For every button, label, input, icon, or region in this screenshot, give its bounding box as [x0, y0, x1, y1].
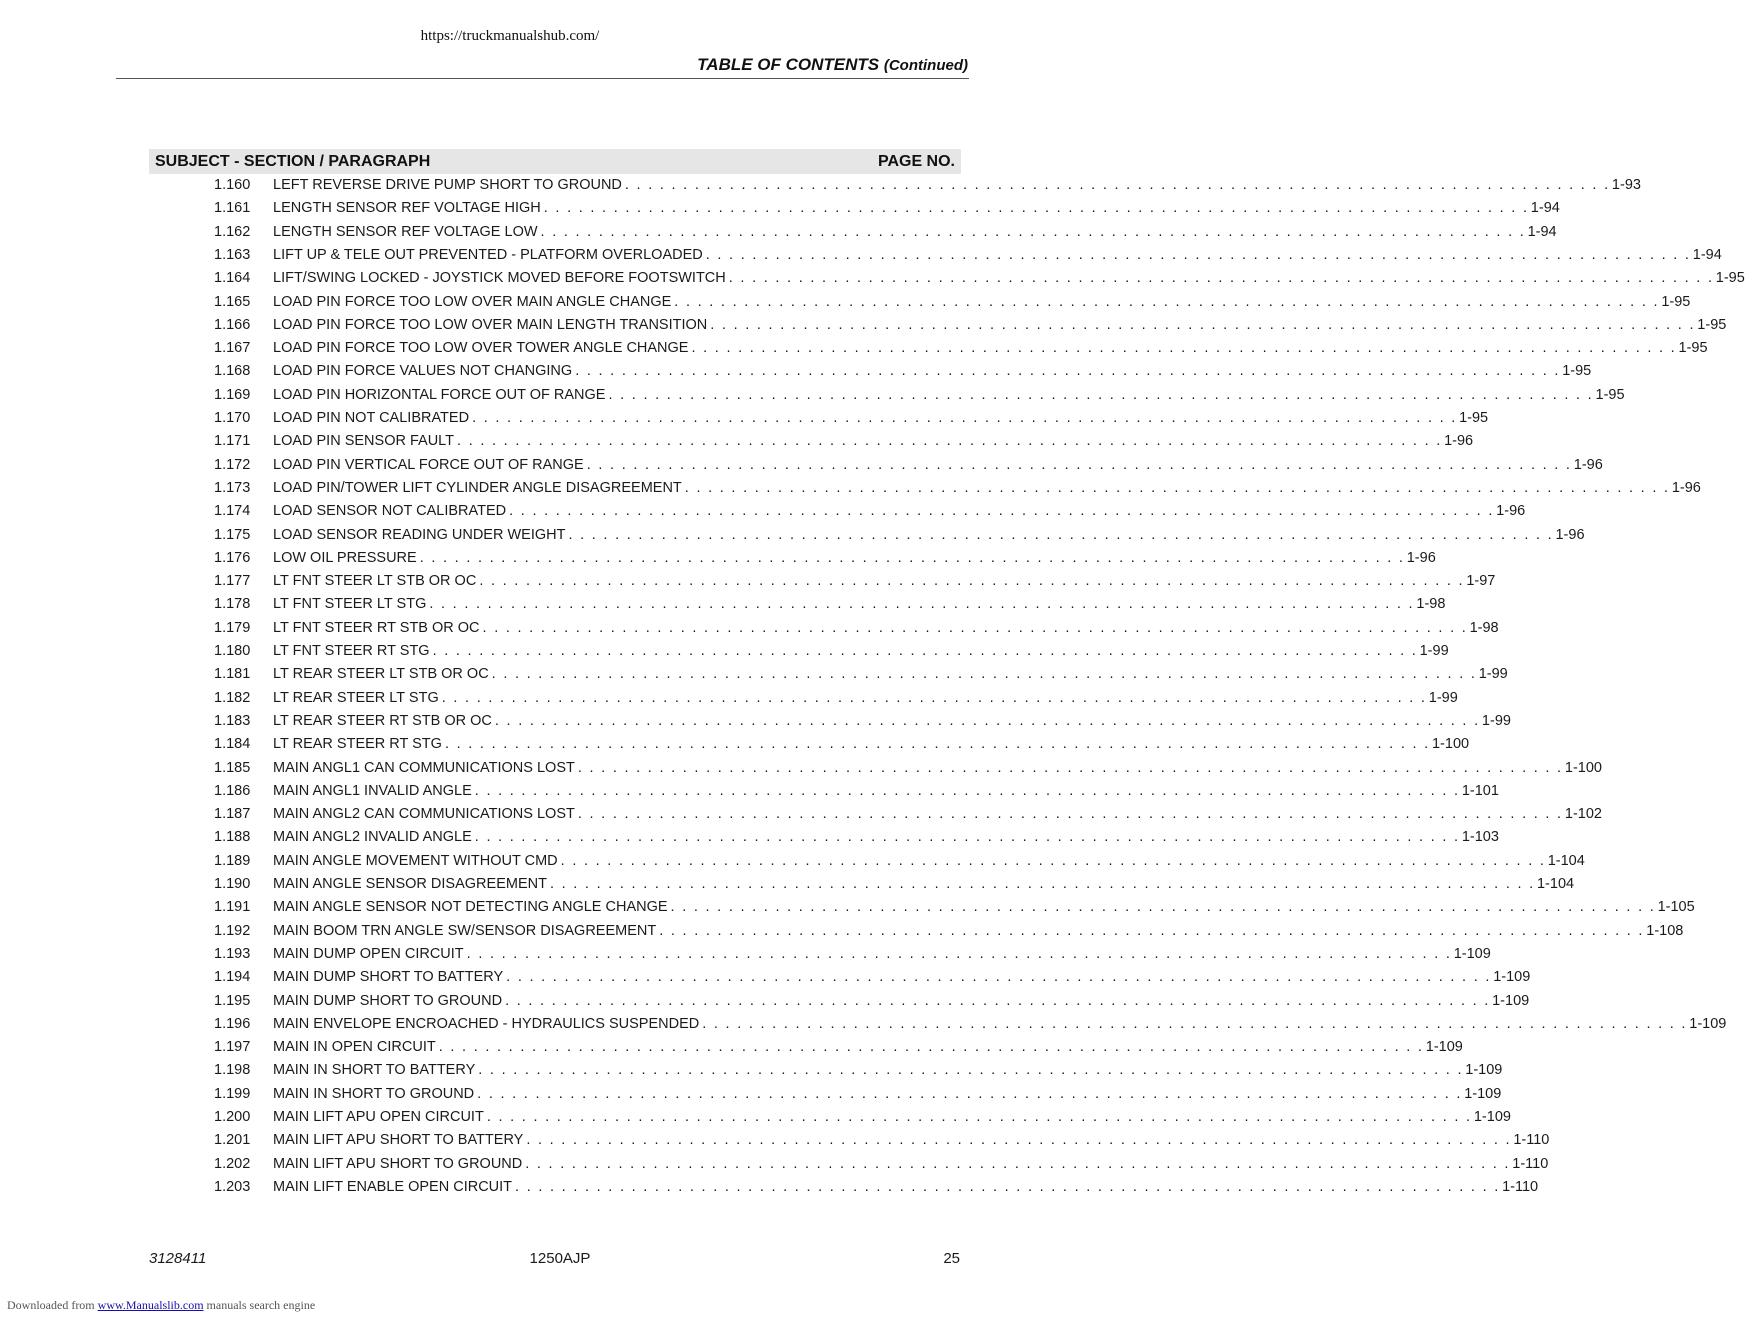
toc-entry — [273, 477, 1701, 500]
toc-leader-dots: . . . . . . . . . . . . . . . . . . . . . . . . . . . . . . . . . . . . . . . . . . . . . . . . . . . . . . . . . . . . . . . . . . . . . . . . . . . . . . . . . . . . . — [659, 922, 1645, 939]
toc-entry-page: 1-100 — [1564, 759, 1602, 776]
toc-row[interactable] — [0, 1129, 1550, 1152]
toc-entry-number: 1.174 — [214, 503, 251, 520]
toc-leader-dots: . . . . . . . . . . . . . . . . . . . . . . . . . . . . . . . . . . . . . . . . . . . . . . . . . . . . . . . . . . . . . . . . . . . . . . . . . . . . . . . . . . . . . — [577, 806, 1563, 823]
toc-leader-dots: . . . . . . . . . . . . . . . . . . . . . . . . . . . . . . . . . . . . . . . . . . . . . . . . . . . . . . . . . . . . . . . . . . . . . . . . . . . . . . . . . . . . . — [472, 410, 1458, 426]
toc-entry-number: 1.200 — [214, 1109, 251, 1125]
toc-row[interactable] — [0, 244, 1722, 267]
toc-entry-title: LIFT/SWING LOCKED - JOYSTICK MOVED BEFORE FOOTSWITCH — [273, 270, 726, 287]
toc-entry-page: 1-109 — [1464, 1085, 1502, 1102]
toc-row[interactable] — [0, 1013, 1727, 1036]
toc-entry-number: 1.195 — [214, 992, 251, 1009]
toc-entry-title: LIFT UP & TELE OUT PREVENTED - PLATFORM OVERLOADED — [273, 246, 703, 263]
toc-leader-dots: . . . . . . . . . . . . . . . . . . . . . . . . . . . . . . . . . . . . . . . . . . . . . . . . . . . . . . . . . . . . . . . . . . . . . . . . . . . . . . . . . . . . . — [432, 643, 1418, 659]
toc-entry-number: 1.166 — [214, 316, 251, 333]
toc-entry-number: 1.202 — [214, 1155, 251, 1172]
toc-entry-number: 1.164 — [214, 270, 251, 287]
toc-entry — [273, 221, 1557, 244]
toc-leader-dots: . . . . . . . . . . . . . . . . . . . . . . . . . . . . . . . . . . . . . . . . . . . . . . . . . . . . . . . . . . . . . . . . . . . . . . . . . . . . . . . . . . . . . — [624, 177, 1610, 193]
toc-entry-number: 1.176 — [214, 549, 251, 566]
toc-entry-number: 1.165 — [214, 293, 251, 310]
toc-row[interactable] — [0, 593, 1446, 616]
download-note-suffix: manuals search engine — [206, 1298, 316, 1312]
toc-entry-page: 1-109 — [1425, 1039, 1463, 1056]
footer-model: 1250AJP — [529, 1250, 591, 1267]
toc-entry-title: MAIN IN OPEN CIRCUIT — [273, 1039, 436, 1056]
toc-entry-page: 1-98 — [1416, 596, 1446, 613]
toc-entry — [273, 524, 1585, 547]
toc-entry-page: 1-109 — [1473, 1109, 1511, 1125]
toc-entry-number: 1.160 — [214, 177, 251, 193]
toc-entry — [273, 197, 1560, 220]
toc-entry-page: 1-95 — [1562, 363, 1592, 380]
toc-leader-dots: . . . . . . . . . . . . . . . . . . . . . . . . . . . . . . . . . . . . . . . . . . . . . . . . . . . . . . . . . . . . . . . . . . . . . . . . . . . . . . . . . . . . . — [525, 1155, 1511, 1172]
toc-entry-page: 1-95 — [1661, 293, 1691, 310]
toc-entry-number: 1.175 — [214, 526, 251, 543]
toc-leader-dots: . . . . . . . . . . . . . . . . . . . . . . . . . . . . . . . . . . . . . . . . . . . . . . . . . . . . . . . . . . . . . . . . . . . . . . . . . . . . . . . . . . . . . — [586, 456, 1572, 473]
toc-entry-page: 1-95 — [1697, 316, 1727, 333]
toc-entry — [273, 966, 1531, 989]
toc-leader-dots: . . . . . . . . . . . . . . . . . . . . . . . . . . . . . . . . . . . . . . . . . . . . . . . . . . . . . . . . . . . . . . . . . . . . . . . . . . . . . . . . . . . . . — [728, 270, 1714, 287]
toc-row[interactable] — [0, 1083, 1502, 1106]
toc-leader-dots: . . . . . . . . . . . . . . . . . . . . . . . . . . . . . . . . . . . . . . . . . . . . . . . . . . . . . . . . . . . . . . . . . . . . . . . . . . . . . . . . . . . . . — [691, 340, 1677, 357]
toc-row[interactable] — [0, 663, 1508, 686]
toc-entry-page: 1-98 — [1469, 619, 1499, 636]
toc-entry-page: 1-97 — [1466, 573, 1496, 590]
toc-row[interactable] — [0, 617, 1499, 640]
toc-leader-dots: . . . . . . . . . . . . . . . . . . . . . . . . . . . . . . . . . . . . . . . . . . . . . . . . . . . . . . . . . . . . . . . . . . . . . . . . . . . . . . . . . . . . . — [549, 876, 1535, 892]
toc-entry — [273, 1036, 1463, 1059]
toc-leader-dots: . . . . . . . . . . . . . . . . . . . . . . . . . . . . . . . . . . . . . . . . . . . . . . . . . . . . . . . . . . . . . . . . . . . . . . . . . . . . . . . . . . . . . — [479, 573, 1465, 590]
toc-row[interactable] — [0, 1059, 1503, 1082]
toc-entry-title: LENGTH SENSOR REF VOLTAGE LOW — [273, 223, 538, 240]
toc-entry-page: 1-96 — [1555, 526, 1585, 543]
toc-entry-number: 1.185 — [214, 759, 251, 776]
toc-leader-dots: . . . . . . . . . . . . . . . . . . . . . . . . . . . . . . . . . . . . . . . . . . . . . . . . . . . . . . . . . . . . . . . . . . . . . . . . . . . . . . . . . . . . . — [684, 479, 1670, 496]
toc-entry-page: 1-95 — [1595, 386, 1625, 403]
toc-entry-page: 1-96 — [1496, 503, 1526, 520]
toc-row[interactable] — [0, 477, 1701, 500]
toc-entry-page: 1-108 — [1646, 922, 1684, 939]
toc-entry-title: LT REAR STEER LT STB OR OC — [273, 666, 489, 683]
toc-entry-number: 1.189 — [214, 852, 251, 869]
toc-leader-dots: . . . . . . . . . . . . . . . . . . . . . . . . . . . . . . . . . . . . . . . . . . . . . . . . . . . . . . . . . . . . . . . . . . . . . . . . . . . . . . . . . . . . . — [674, 293, 1660, 310]
toc-entry — [273, 873, 1575, 896]
toc-entry-title: MAIN ANGLE SENSOR NOT DETECTING ANGLE CHANGE — [273, 899, 668, 916]
toc-row[interactable] — [0, 500, 1526, 523]
toc-entry-title: LOAD PIN FORCE TOO LOW OVER MAIN LENGTH TRANSITION — [273, 316, 708, 333]
toc-entry-page: 1-93 — [1611, 177, 1641, 193]
toc-leader-dots: . . . . . . . . . . . . . . . . . . . . . . . . . . . . . . . . . . . . . . . . . . . . . . . . . . . . . . . . . . . . . . . . . . . . . . . . . . . . . . . . . . . . . — [568, 526, 1554, 543]
toc-entry — [273, 430, 1474, 453]
toc-entry-number: 1.181 — [214, 666, 251, 683]
toc-entry — [273, 1129, 1550, 1152]
toc-entry — [273, 687, 1458, 710]
page-header-title — [697, 55, 968, 75]
toc-entry — [273, 291, 1691, 314]
toc-entry-page: 1-104 — [1536, 876, 1575, 892]
toc-entry-number: 1.186 — [214, 782, 251, 799]
toc-entry — [273, 244, 1722, 267]
toc-row[interactable] — [0, 430, 1474, 453]
toc-entry-title: MAIN ANGLE MOVEMENT WITHOUT CMD — [273, 852, 558, 869]
toc-entry — [273, 267, 1745, 290]
toc-entry-title: LT FNT STEER RT STB OR OC — [273, 619, 480, 636]
toc-entry-number: 1.173 — [214, 479, 251, 496]
toc-entry-page: 1-96 — [1444, 433, 1474, 450]
toc-leader-dots: . . . . . . . . . . . . . . . . . . . . . . . . . . . . . . . . . . . . . . . . . . . . . . . . . . . . . . . . . . . . . . . . . . . . . . . . . . . . . . . . . . . . . — [457, 433, 1443, 450]
toc-leader-dots: . . . . . . . . . . . . . . . . . . . . . . . . . . . . . . . . . . . . . . . . . . . . . . . . . . . . . . . . . . . . . . . . . . . . . . . . . . . . . . . . . . . . . — [509, 503, 1495, 520]
toc-entry-title: LT REAR STEER LT STG — [273, 689, 439, 706]
toc-row[interactable] — [0, 314, 1727, 337]
toc-leader-dots: . . . . . . . . . . . . . . . . . . . . . . . . . . . . . . . . . . . . . . . . . . . . . . . . . . . . . . . . . . . . . . . . . . . . . . . . . . . . . . . . . . . . . — [478, 1062, 1464, 1079]
toc-leader-dots: . . . . . . . . . . . . . . . . . . . . . . . . . . . . . . . . . . . . . . . . . . . . . . . . . . . . . . . . . . . . . . . . . . . . . . . . . . . . . . . . . . . . . — [702, 1015, 1688, 1032]
toc-entry-page: 1-99 — [1478, 666, 1508, 683]
toc-entry-page: 1-103 — [1461, 829, 1499, 846]
toc-row[interactable] — [0, 337, 1708, 360]
toc-row[interactable] — [0, 547, 1436, 570]
toc-leader-dots: . . . . . . . . . . . . . . . . . . . . . . . . . . . . . . . . . . . . . . . . . . . . . . . . . . . . . . . . . . . . . . . . . . . . . . . . . . . . . . . . . . . . . — [515, 1178, 1501, 1195]
toc-entry-title: LT FNT STEER RT STG — [273, 643, 430, 659]
toc-row[interactable] — [0, 920, 1684, 943]
toc-entry-page: 1-95 — [1459, 410, 1489, 426]
toc-entry — [273, 617, 1499, 640]
toc-entry-title: MAIN ANGL2 INVALID ANGLE — [273, 829, 472, 846]
toc-row[interactable] — [0, 384, 1625, 407]
toc-entry-page: 1-109 — [1465, 1062, 1503, 1079]
toc-entry-number: 1.199 — [214, 1085, 251, 1102]
toc-leader-dots: . . . . . . . . . . . . . . . . . . . . . . . . . . . . . . . . . . . . . . . . . . . . . . . . . . . . . . . . . . . . . . . . . . . . . . . . . . . . . . . . . . . . . — [444, 736, 1430, 753]
toc-entry-title: MAIN ANGL2 CAN COMMUNICATIONS LOST — [273, 806, 575, 823]
toc-entry — [273, 757, 1602, 780]
toc-entry — [273, 896, 1695, 919]
toc-entry-number: 1.191 — [214, 899, 251, 916]
toc-entry-title: LOAD PIN HORIZONTAL FORCE OUT OF RANGE — [273, 386, 606, 403]
toc-row[interactable] — [0, 640, 1449, 663]
toc-entry-page: 1-96 — [1671, 479, 1701, 496]
toc-entry — [273, 920, 1684, 943]
toc-entry — [273, 733, 1470, 756]
toc-entry-page: 1-109 — [1492, 992, 1530, 1009]
toc-entry-page: 1-99 — [1419, 643, 1449, 659]
toc-entry — [273, 1153, 1549, 1176]
toc-row[interactable] — [0, 710, 1511, 733]
toc-row[interactable] — [0, 826, 1499, 849]
toc-entry — [273, 663, 1508, 686]
toc-entry — [273, 990, 1530, 1013]
toc-entry-number: 1.163 — [214, 246, 251, 263]
toc-row[interactable] — [0, 221, 1557, 244]
toc-entry-number: 1.184 — [214, 736, 251, 753]
toc-entry-page: 1-100 — [1431, 736, 1470, 753]
toc-entry — [273, 826, 1499, 849]
toc-entry — [273, 1013, 1727, 1036]
toc-entry-title: LT FNT STEER LT STG — [273, 596, 427, 613]
toc-entry-number: 1.162 — [214, 223, 251, 240]
toc-entry-title: LENGTH SENSOR REF VOLTAGE HIGH — [273, 200, 541, 217]
toc-entry — [273, 640, 1449, 663]
subject-column-label: SUBJECT - SECTION / PARAGRAPH — [155, 152, 431, 170]
toc-entry-title: LOAD PIN VERTICAL FORCE OUT OF RANGE — [273, 456, 584, 473]
toc-entry-page: 1-95 — [1715, 270, 1745, 287]
toc-entry-page: 1-109 — [1493, 969, 1531, 986]
toc-entry-number: 1.178 — [214, 596, 251, 613]
toc-entry — [273, 454, 1603, 477]
toc-entry-number: 1.169 — [214, 386, 251, 403]
page-column-label: PAGE NO. — [877, 152, 955, 170]
toc-row[interactable] — [0, 360, 1592, 383]
toc-leader-dots: . . . . . . . . . . . . . . . . . . . . . . . . . . . . . . . . . . . . . . . . . . . . . . . . . . . . . . . . . . . . . . . . . . . . . . . . . . . . . . . . . . . . . — [608, 386, 1594, 403]
toc-entry-page: 1-109 — [1689, 1015, 1727, 1032]
toc-entry-title: LOAD PIN FORCE VALUES NOT CHANGING — [273, 363, 573, 380]
toc-row[interactable] — [0, 197, 1560, 220]
toc-entry-title: LOW OIL PRESSURE — [273, 549, 417, 566]
toc-entry-title: MAIN ANGL1 INVALID ANGLE — [273, 782, 472, 799]
toc-entry-title: MAIN DUMP SHORT TO GROUND — [273, 992, 503, 1009]
toc-entry — [273, 803, 1602, 826]
toc-row[interactable] — [0, 1153, 1549, 1176]
toc-entry-number: 1.203 — [214, 1178, 251, 1195]
manualslib-link[interactable]: www.Manualslib.com — [97, 1298, 204, 1312]
toc-entry-number: 1.172 — [214, 456, 251, 473]
download-note — [7, 1298, 315, 1313]
toc-entry-page: 1-101 — [1461, 782, 1499, 799]
header-title-text: TABLE OF CONTENTS — [697, 55, 880, 74]
toc-entry-title: LOAD SENSOR NOT CALIBRATED — [273, 503, 507, 520]
footer-doc-number: 3128411 — [149, 1250, 207, 1267]
toc-entry-number: 1.183 — [214, 712, 251, 729]
toc-entry-title: MAIN ENVELOPE ENCROACHED - HYDRAULICS SUSPENDED — [273, 1015, 700, 1032]
toc-entry — [273, 500, 1526, 523]
toc-entry-number: 1.198 — [214, 1062, 251, 1079]
toc-row[interactable] — [0, 943, 1491, 966]
toc-entry-title: MAIN IN SHORT TO BATTERY — [273, 1062, 476, 1079]
toc-entry-page: 1-109 — [1453, 945, 1491, 962]
toc-entry-page: 1-104 — [1547, 852, 1585, 869]
toc-row[interactable] — [0, 966, 1531, 989]
toc-entry-number: 1.171 — [214, 433, 251, 450]
toc-entry — [273, 850, 1585, 873]
toc-entry-number: 1.168 — [214, 363, 251, 380]
toc-entry-title: LEFT REVERSE DRIVE PUMP SHORT TO GROUND — [273, 177, 622, 193]
toc-entry-number: 1.170 — [214, 410, 251, 426]
toc-entry — [273, 384, 1625, 407]
toc-entry-title: MAIN LIFT APU SHORT TO GROUND — [273, 1155, 523, 1172]
toc-entry-title: MAIN LIFT APU OPEN CIRCUIT — [273, 1109, 484, 1125]
toc-entry-page: 1-95 — [1678, 340, 1708, 357]
toc-leader-dots: . . . . . . . . . . . . . . . . . . . . . . . . . . . . . . . . . . . . . . . . . . . . . . . . . . . . . . . . . . . . . . . . . . . . . . . . . . . . . . . . . . . . . — [474, 829, 1460, 846]
toc-entry-page: 1-110 — [1513, 1132, 1550, 1149]
toc-entry-title: MAIN DUMP OPEN CIRCUIT — [273, 945, 464, 962]
toc-entry — [273, 943, 1491, 966]
toc-entry-title: MAIN IN SHORT TO GROUND — [273, 1085, 475, 1102]
toc-entry-page: 1-96 — [1573, 456, 1603, 473]
toc-leader-dots: . . . . . . . . . . . . . . . . . . . . . . . . . . . . . . . . . . . . . . . . . . . . . . . . . . . . . . . . . . . . . . . . . . . . . . . . . . . . . . . . . . . . . — [438, 1039, 1424, 1056]
toc-leader-dots: . . . . . . . . . . . . . . . . . . . . . . . . . . . . . . . . . . . . . . . . . . . . . . . . . . . . . . . . . . . . . . . . . . . . . . . . . . . . . . . . . . . . . — [482, 619, 1468, 636]
toc-entry-number: 1.179 — [214, 619, 251, 636]
toc-entry — [273, 337, 1708, 360]
toc-entry — [273, 547, 1436, 570]
toc-entry-title: LOAD PIN FORCE TOO LOW OVER MAIN ANGLE CHANGE — [273, 293, 672, 310]
toc-leader-dots: . . . . . . . . . . . . . . . . . . . . . . . . . . . . . . . . . . . . . . . . . . . . . . . . . . . . . . . . . . . . . . . . . . . . . . . . . . . . . . . . . . . . . — [491, 666, 1477, 683]
toc-row[interactable] — [0, 267, 1745, 290]
toc-row[interactable] — [0, 454, 1603, 477]
toc-entry-number: 1.196 — [214, 1015, 251, 1032]
toc-leader-dots: . . . . . . . . . . . . . . . . . . . . . . . . . . . . . . . . . . . . . . . . . . . . . . . . . . . . . . . . . . . . . . . . . . . . . . . . . . . . . . . . . . . . . — [543, 200, 1529, 217]
toc-entry — [273, 1059, 1503, 1082]
toc-leader-dots: . . . . . . . . . . . . . . . . . . . . . . . . . . . . . . . . . . . . . . . . . . . . . . . . . . . . . . . . . . . . . . . . . . . . . . . . . . . . . . . . . . . . . — [466, 945, 1452, 962]
toc-row[interactable] — [0, 757, 1602, 780]
toc-entry — [273, 1176, 1539, 1199]
toc-entry-title: LOAD PIN/TOWER LIFT CYLINDER ANGLE DISAGREEMENT — [273, 479, 682, 496]
toc-entry-number: 1.187 — [214, 806, 251, 823]
toc-leader-dots: . . . . . . . . . . . . . . . . . . . . . . . . . . . . . . . . . . . . . . . . . . . . . . . . . . . . . . . . . . . . . . . . . . . . . . . . . . . . . . . . . . . . . — [441, 689, 1427, 706]
toc-row[interactable] — [0, 780, 1499, 803]
toc-entry-number: 1.192 — [214, 922, 251, 939]
toc-row[interactable] — [0, 1176, 1539, 1199]
toc-entry-title: LOAD SENSOR READING UNDER WEIGHT — [273, 526, 566, 543]
toc-leader-dots: . . . . . . . . . . . . . . . . . . . . . . . . . . . . . . . . . . . . . . . . . . . . . . . . . . . . . . . . . . . . . . . . . . . . . . . . . . . . . . . . . . . . . — [505, 992, 1491, 1009]
toc-entry-number: 1.177 — [214, 573, 251, 590]
toc-entry-page: 1-102 — [1564, 806, 1602, 823]
toc-entry-page: 1-110 — [1502, 1178, 1539, 1195]
toc-row[interactable] — [0, 1106, 1511, 1129]
toc-entry-title: MAIN LIFT APU SHORT TO BATTERY — [273, 1132, 524, 1149]
toc-entry — [273, 1083, 1502, 1106]
toc-row[interactable] — [0, 990, 1530, 1013]
toc-entry-number: 1.188 — [214, 829, 251, 846]
toc-entry-title: LOAD PIN FORCE TOO LOW OVER TOWER ANGLE CHANGE — [273, 340, 689, 357]
toc-entry-title: MAIN DUMP SHORT TO BATTERY — [273, 969, 504, 986]
toc-entry-title: LOAD PIN NOT CALIBRATED — [273, 410, 470, 426]
toc-entry-page: 1-110 — [1512, 1155, 1549, 1172]
toc-row[interactable] — [0, 407, 1489, 430]
toc-entry — [273, 314, 1727, 337]
toc-entry-page: 1-99 — [1428, 689, 1458, 706]
toc-row[interactable] — [0, 733, 1470, 756]
toc-entry-title: LT REAR STEER RT STG — [273, 736, 442, 753]
toc-entry-number: 1.197 — [214, 1039, 251, 1056]
toc-leader-dots: . . . . . . . . . . . . . . . . . . . . . . . . . . . . . . . . . . . . . . . . . . . . . . . . . . . . . . . . . . . . . . . . . . . . . . . . . . . . . . . . . . . . . — [506, 969, 1492, 986]
toc-entry-page: 1-99 — [1481, 712, 1511, 729]
toc-leader-dots: . . . . . . . . . . . . . . . . . . . . . . . . . . . . . . . . . . . . . . . . . . . . . . . . . . . . . . . . . . . . . . . . . . . . . . . . . . . . . . . . . . . . . — [577, 759, 1563, 776]
toc-row[interactable] — [0, 174, 1641, 197]
toc-leader-dots: . . . . . . . . . . . . . . . . . . . . . . . . . . . . . . . . . . . . . . . . . . . . . . . . . . . . . . . . . . . . . . . . . . . . . . . . . . . . . . . . . . . . . — [477, 1085, 1463, 1102]
toc-leader-dots: . . . . . . . . . . . . . . . . . . . . . . . . . . . . . . . . . . . . . . . . . . . . . . . . . . . . . . . . . . . . . . . . . . . . . . . . . . . . . . . . . . . . . — [429, 596, 1415, 613]
toc-entry-page: 1-94 — [1527, 223, 1557, 240]
toc-row[interactable] — [0, 873, 1575, 896]
toc-entry-title: LT FNT STEER LT STB OR OC — [273, 573, 477, 590]
toc-row[interactable] — [0, 850, 1585, 873]
toc-entry — [273, 1106, 1511, 1129]
toc-entry-number: 1.161 — [214, 200, 251, 217]
toc-row[interactable] — [0, 803, 1602, 826]
toc-entry-number: 1.194 — [214, 969, 251, 986]
toc-row[interactable] — [0, 1036, 1463, 1059]
toc-entry-title: LT REAR STEER RT STB OR OC — [273, 712, 492, 729]
toc-entry-number: 1.193 — [214, 945, 251, 962]
toc-entry — [273, 174, 1641, 197]
toc-leader-dots: . . . . . . . . . . . . . . . . . . . . . . . . . . . . . . . . . . . . . . . . . . . . . . . . . . . . . . . . . . . . . . . . . . . . . . . . . . . . . . . . . . . . . — [705, 246, 1691, 263]
toc-entry-number: 1.167 — [214, 340, 251, 357]
toc-entry-title: LOAD PIN SENSOR FAULT — [273, 433, 455, 450]
footer-page-number: 25 — [943, 1250, 960, 1267]
toc-entry-page: 1-94 — [1530, 200, 1560, 217]
toc-entry — [273, 360, 1592, 383]
toc-leader-dots: . . . . . . . . . . . . . . . . . . . . . . . . . . . . . . . . . . . . . . . . . . . . . . . . . . . . . . . . . . . . . . . . . . . . . . . . . . . . . . . . . . . . . — [575, 363, 1561, 380]
toc-entry-page: 1-105 — [1657, 899, 1695, 916]
toc-entry — [273, 570, 1496, 593]
toc-leader-dots: . . . . . . . . . . . . . . . . . . . . . . . . . . . . . . . . . . . . . . . . . . . . . . . . . . . . . . . . . . . . . . . . . . . . . . . . . . . . . . . . . . . . . — [486, 1109, 1472, 1125]
header-divider — [116, 78, 969, 79]
toc-leader-dots: . . . . . . . . . . . . . . . . . . . . . . . . . . . . . . . . . . . . . . . . . . . . . . . . . . . . . . . . . . . . . . . . . . . . . . . . . . . . . . . . . . . . . — [494, 712, 1480, 729]
download-note-prefix: Downloaded from — [7, 1298, 95, 1312]
toc-entry — [273, 780, 1499, 803]
toc-leader-dots: . . . . . . . . . . . . . . . . . . . . . . . . . . . . . . . . . . . . . . . . . . . . . . . . . . . . . . . . . . . . . . . . . . . . . . . . . . . . . . . . . . . . . — [526, 1132, 1512, 1149]
toc-leader-dots: . . . . . . . . . . . . . . . . . . . . . . . . . . . . . . . . . . . . . . . . . . . . . . . . . . . . . . . . . . . . . . . . . . . . . . . . . . . . . . . . . . . . . — [419, 549, 1405, 566]
header-continued-text: (Continued) — [883, 57, 968, 74]
toc-entry-title: MAIN LIFT ENABLE OPEN CIRCUIT — [273, 1178, 513, 1195]
toc-leader-dots: . . . . . . . . . . . . . . . . . . . . . . . . . . . . . . . . . . . . . . . . . . . . . . . . . . . . . . . . . . . . . . . . . . . . . . . . . . . . . . . . . . . . . — [560, 852, 1546, 869]
toc-row[interactable] — [0, 896, 1695, 919]
toc-entry — [273, 407, 1489, 430]
toc-entry-title: MAIN ANGLE SENSOR DISAGREEMENT — [273, 876, 547, 892]
toc-entry-number: 1.190 — [214, 876, 251, 892]
toc-row[interactable] — [0, 291, 1691, 314]
toc-entry-number: 1.182 — [214, 689, 251, 706]
toc-leader-dots: . . . . . . . . . . . . . . . . . . . . . . . . . . . . . . . . . . . . . . . . . . . . . . . . . . . . . . . . . . . . . . . . . . . . . . . . . . . . . . . . . . . . . — [670, 899, 1656, 916]
toc-entry-number: 1.180 — [214, 643, 251, 659]
toc-leader-dots: . . . . . . . . . . . . . . . . . . . . . . . . . . . . . . . . . . . . . . . . . . . . . . . . . . . . . . . . . . . . . . . . . . . . . . . . . . . . . . . . . . . . . — [710, 316, 1696, 333]
toc-entry — [273, 710, 1511, 733]
toc-entry-number: 1.201 — [214, 1132, 251, 1149]
toc-column-header — [149, 149, 961, 174]
toc-entry-title: MAIN BOOM TRN ANGLE SW/SENSOR DISAGREEMENT — [273, 922, 657, 939]
toc-entry-page: 1-96 — [1406, 549, 1436, 566]
toc-entry-page: 1-94 — [1692, 246, 1722, 263]
toc-entry — [273, 593, 1446, 616]
toc-entry-title: MAIN ANGL1 CAN COMMUNICATIONS LOST — [273, 759, 575, 776]
source-url: https://truckmanualshub.com/ — [420, 28, 600, 44]
toc-row[interactable] — [0, 570, 1496, 593]
toc-leader-dots: . . . . . . . . . . . . . . . . . . . . . . . . . . . . . . . . . . . . . . . . . . . . . . . . . . . . . . . . . . . . . . . . . . . . . . . . . . . . . . . . . . . . . — [540, 223, 1526, 240]
toc-row[interactable] — [0, 687, 1458, 710]
toc-row[interactable] — [0, 524, 1585, 547]
toc-leader-dots: . . . . . . . . . . . . . . . . . . . . . . . . . . . . . . . . . . . . . . . . . . . . . . . . . . . . . . . . . . . . . . . . . . . . . . . . . . . . . . . . . . . . . — [474, 782, 1460, 799]
